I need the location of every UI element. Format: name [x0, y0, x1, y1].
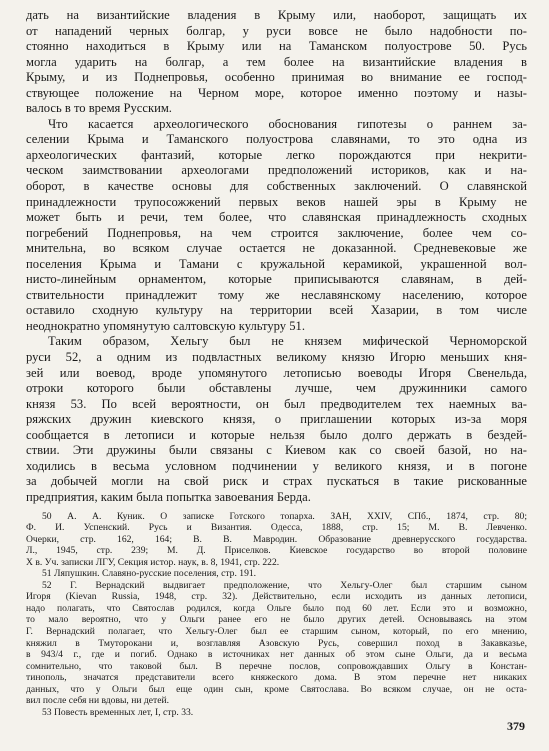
text-line: предприятия, каким была попытка завоевания Берда. — [26, 489, 311, 504]
footnote-line: данных, что у Ольги был еще один сын, кроме Святослава. Во всяком случае, он не оста- — [26, 683, 527, 695]
footnote-line: Г. Вернадский полагает, что Хельгу-Олег был ее старшим сыном, который, по его мнению, — [26, 625, 527, 637]
text-line: селении Крыма и Таманского полуострова славянами, то это одна из — [26, 132, 527, 147]
footnote-line: Игоря (Kievan Russia, 1948, стр. 32). Действительно, если исходить из данных летописи, — [26, 591, 527, 603]
text-line: ческом заимствовании археологами предположений историков, как и на- — [26, 163, 527, 178]
text-line: Что касается археологического обоснования гипотезы о раннем за- — [48, 116, 527, 131]
text-line: стоянно находиться в Крыму или на Таманском полуострове 50. Русь — [26, 39, 527, 54]
text-line: принадлежности трупосожжений первых веков нашей эры в Крыму не — [26, 194, 527, 209]
text-line: может быть и речи, тем более, что славянская принадлежность сходных — [26, 210, 527, 225]
text-line: руси 52, а одним из подвластных великому князю Игорю меньших кня- — [26, 350, 527, 365]
text-line: князя 53. По всей вероятности, он был предводителем тех наемных ва- — [26, 396, 527, 411]
page-number: 379 — [507, 719, 525, 733]
footnotes — [26, 511, 527, 719]
text-line: могла ударить на болгар, а тем более на византийские владения в — [26, 54, 527, 69]
footnote-line: то мало вероятно, что у Ольги ранее его не было других детей. Основываясь на этом — [26, 614, 527, 626]
text-line: валось в то время Русским. — [26, 101, 172, 116]
footnote-line: сомнительно, что таковой был. В перечне послов, сопровождавших Ольгу в Констан- — [26, 660, 527, 672]
footnote-line: 52 Г. Вернадский выдвигает предположение, что Хельгу-Олег был старшим сыном — [42, 579, 527, 591]
text-line: ходились в весьма условном подчинении у великого князя, и в погоне — [26, 458, 527, 473]
footnote-line: Ф. И. Успенский. Русь и Византия. Одесса, 1888, стр. 15; М. В. Левченко. — [26, 522, 527, 534]
footnote-line: тинополь, значатся представители всего княжеского дома. В этом перечне нет никаких — [26, 672, 527, 684]
text-line: от нападений черных болгар, у руси вовсе не было надобности по- — [26, 23, 527, 38]
footnote-line: вил после себя ни вдовы, ни детей. — [26, 695, 170, 707]
text-line: археологических фантазий, которые легко порождаются при некрити- — [26, 147, 527, 162]
footnote-line: X в. Уч. записки ЛГУ, Секция истор. наук, в. 8, 1941, стр. 222. — [26, 556, 280, 568]
footnote-line: 53 Повесть временных лет, I, стр. 33. — [42, 706, 194, 718]
text-line: дать на византийские владения в Крыму или, наоборот, защищать их — [26, 8, 527, 22]
text-line: оборот, в качестве основы для собственных заключений. О славянской — [26, 179, 527, 194]
footnote-line: Очерки, стр. 162, 164; В. В. Мавродин. Образование древнерусского государства. — [26, 533, 527, 545]
main-text — [26, 8, 527, 506]
text-line: за добычей могли на свой риск и страх пускаться в такие рискованные — [26, 474, 527, 489]
text-line: ряжских дружин киевского князя, о приглашении которых из-за моря — [26, 412, 527, 427]
footnote-line: 50 А. А. Куник. О записке Готского топарха. ЗАН, XXIV, СПб., 1874, стр. 80; — [42, 510, 527, 522]
text-line: зей или воевод, вроде упомянутого летописью воеводы Игоря Свенельда, — [26, 365, 527, 380]
text-line: ствующее положение на Черном море, которое именно поэтому и назы- — [26, 85, 527, 100]
footnote-line: надо полагать, что Святослав родился, когда Ольге было под 60 лет. Если это и возможно, — [26, 602, 527, 614]
text-line: нисто-линейным орнаментом, которые приписываются славянам, в дей- — [26, 272, 527, 287]
text-line: ствительности принадлежит тому же неславянскому населению, которое — [26, 287, 527, 302]
text-line: поселения Крыма и Тамани с кружальной керамикой, украшенной вол- — [26, 256, 527, 271]
footnote-line: княжил в Тмуторокани и, возглавляя Азовскую Русь, совершил поход в Закавказье, — [26, 637, 527, 649]
text-line: сообщается в летописи и которые нельзя было долго держать в бездей- — [26, 427, 527, 442]
text-line: ствии. Эти дружины были связаны с Киевом как со своей базой, но на- — [26, 443, 527, 458]
footnote-line: Л., 1945, стр. 239; М. Д. Приселков. Киевское государство во второй половине — [26, 545, 527, 557]
footnote-line: 51 Ляпушкин. Славяно-русские поселения, стр. 191. — [42, 568, 257, 580]
footnote-line: в 943/4 г., где и погиб. Однако в источниках нет данных об этом сыне Ольги, да и весьма — [26, 649, 527, 661]
text-line: Крыму, и из Поднепровья, особенно принимая во внимание ее господ- — [26, 70, 527, 85]
text-line: оставило сходную культуру на территории всей Хазарии, в том числе — [26, 303, 527, 318]
text-line: мнительна, во всяком случае остается не доказанной. Средневековые же — [26, 241, 527, 256]
text-line: Таким образом, Хельгу был не князем мифической Черноморской — [48, 334, 527, 349]
text-line: отроки которого были обставлены лучше, чем дружинники самого — [26, 381, 527, 396]
text-line: погребений Поднепровья, на чем строится заключение, более чем со- — [26, 225, 527, 240]
text-line: неоднократно упомянутую салтовскую культуру 51. — [26, 318, 305, 333]
